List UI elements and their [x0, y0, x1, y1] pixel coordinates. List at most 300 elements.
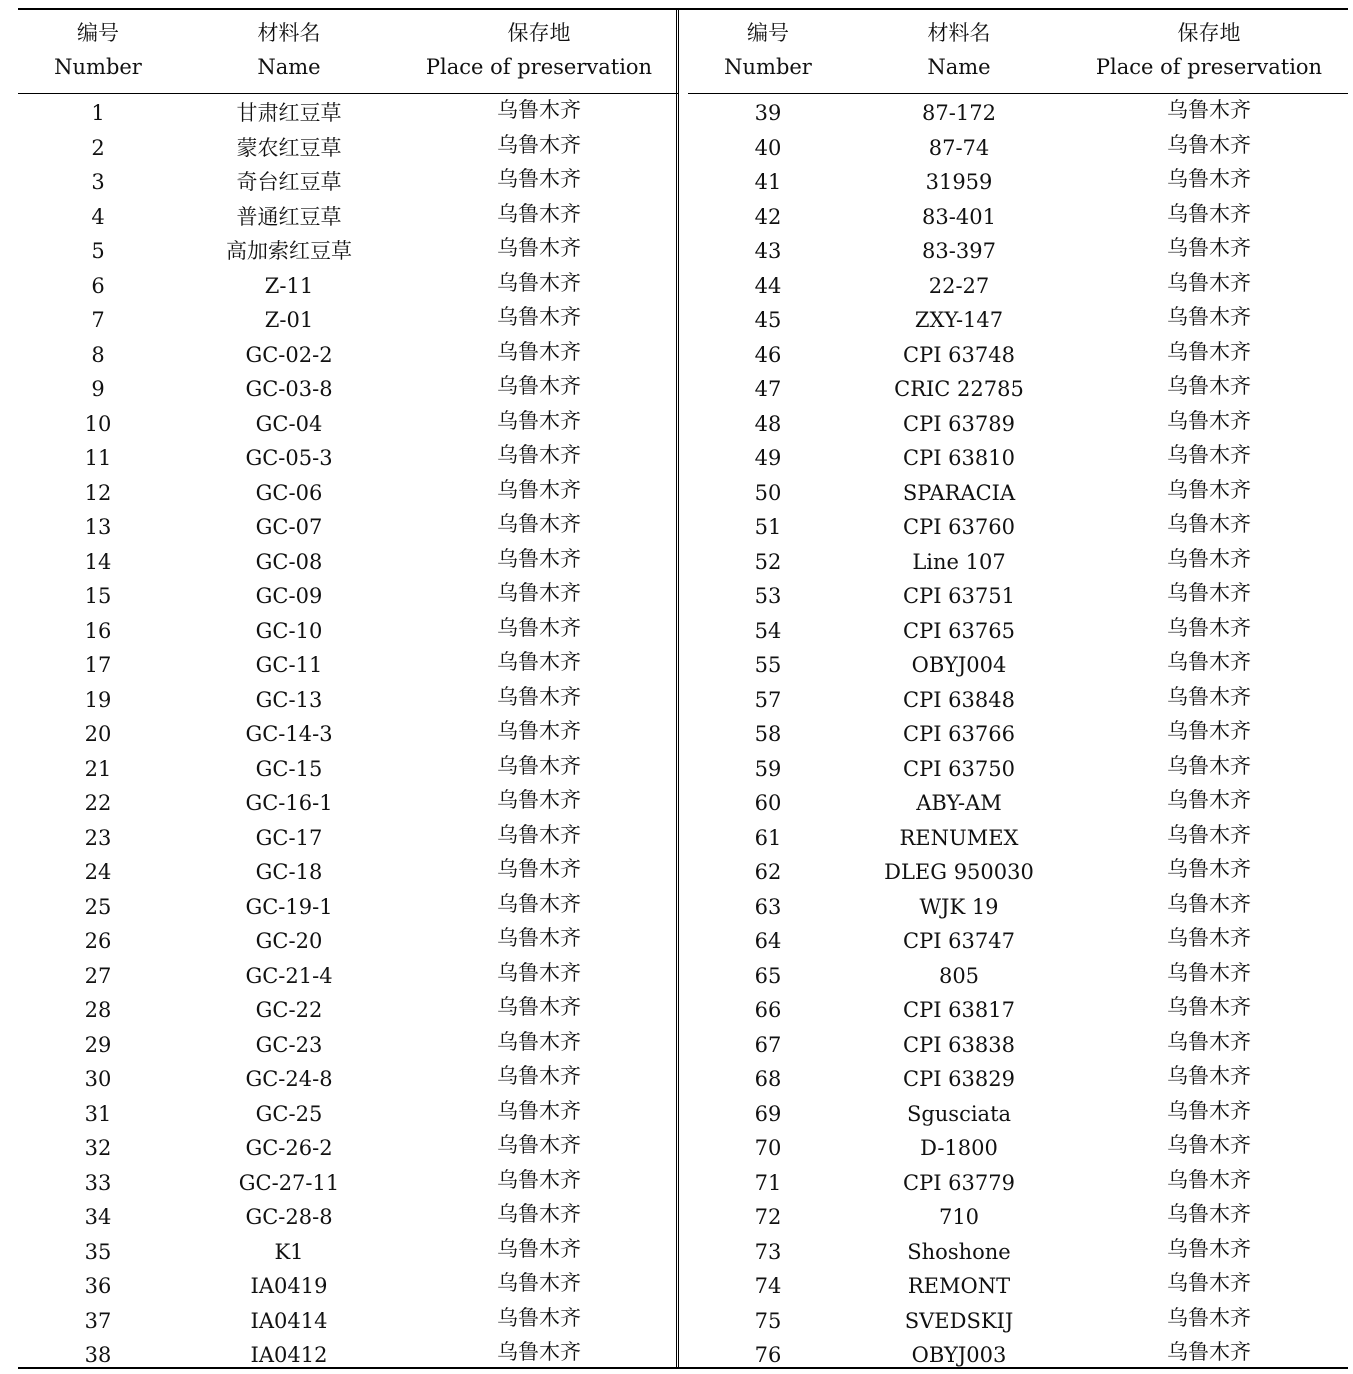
cell-place: 乌鲁木齐 [497, 822, 581, 847]
cell-name: 805 [938, 963, 980, 988]
cell-name: 奇台红豆草 [236, 170, 342, 194]
cell-number: 12 [84, 480, 112, 505]
cell-number: 52 [754, 549, 782, 574]
table-row [18, 129, 678, 164]
table-row [688, 474, 1348, 509]
header-place-cn: 保存地 [1177, 21, 1241, 45]
cell-name: GC-14-3 [245, 722, 333, 746]
cell-number: 22 [84, 791, 112, 815]
cell-place: 乌鲁木齐 [1167, 1305, 1251, 1330]
cell-name: 87-74 [928, 135, 990, 160]
cell-place: 乌鲁木齐 [497, 960, 581, 985]
cell-name: 普通红豆草 [236, 204, 342, 229]
cell-number: 6 [91, 273, 105, 298]
cell-name: Z-01 [264, 308, 314, 332]
cell-place: 乌鲁木齐 [497, 650, 581, 674]
table-row [18, 405, 678, 440]
cell-place: 乌鲁木齐 [1167, 615, 1251, 640]
cell-number: 40 [754, 135, 782, 160]
cell-name: Shoshone [907, 1239, 1011, 1264]
cell-name: 83-397 [922, 239, 996, 263]
cell-place: 乌鲁木齐 [497, 339, 581, 364]
cell-place: 乌鲁木齐 [1167, 684, 1251, 709]
cell-place: 乌鲁木齐 [497, 408, 581, 433]
cell-number: 10 [84, 411, 112, 436]
cell-place: 乌鲁木齐 [497, 1064, 581, 1088]
header-name-en: Name [257, 55, 321, 79]
cell-name: CPI 63789 [903, 411, 1015, 436]
table-row [688, 1129, 1348, 1164]
table-row [688, 1026, 1348, 1061]
cell-number: 70 [754, 1136, 782, 1160]
table-row [18, 94, 678, 129]
cell-number: 63 [754, 894, 782, 919]
table-row [688, 267, 1348, 302]
cell-number: 26 [84, 929, 112, 953]
table-row [18, 163, 678, 198]
cell-name: Z-11 [264, 273, 314, 298]
table-row [688, 784, 1348, 819]
table-row [688, 370, 1348, 405]
cell-number: 34 [84, 1205, 112, 1229]
table-row [688, 853, 1348, 888]
cell-name: GC-05-3 [245, 446, 333, 470]
cell-number: 9 [91, 377, 105, 401]
table-row [688, 232, 1348, 267]
cell-number: 3 [91, 170, 105, 194]
header-place-cn: 保存地 [507, 21, 571, 45]
cell-name: D-1800 [920, 1136, 998, 1160]
table-row [688, 1164, 1348, 1199]
header-place-en: Place of preservation [425, 55, 653, 79]
table-row [688, 888, 1348, 923]
cell-number: 45 [754, 308, 782, 332]
table-row [688, 715, 1348, 750]
cell-place: 乌鲁木齐 [1167, 512, 1251, 536]
table-row [18, 543, 678, 578]
header-name [178, 16, 400, 84]
cell-number: 13 [84, 515, 112, 539]
cell-number: 39 [754, 101, 782, 125]
table-row [688, 336, 1348, 371]
cell-place: 乌鲁木齐 [1167, 408, 1251, 433]
cell-number: 75 [754, 1308, 782, 1333]
cell-place: 乌鲁木齐 [497, 684, 581, 709]
cell-number: 69 [754, 1101, 782, 1126]
table-row [18, 750, 678, 785]
cell-place: 乌鲁木齐 [497, 132, 581, 157]
table-row [688, 405, 1348, 440]
cell-place: 乌鲁木齐 [497, 443, 581, 467]
table-row [688, 129, 1348, 164]
cell-number: 47 [754, 377, 782, 401]
cell-number: 33 [84, 1170, 112, 1195]
cell-number: 4 [91, 204, 105, 229]
cell-name: CPI 63766 [903, 722, 1015, 746]
cell-number: 11 [84, 446, 112, 470]
table-row [688, 543, 1348, 578]
table-row [18, 370, 678, 405]
table-row [18, 232, 678, 267]
table-row [18, 957, 678, 992]
cell-number: 41 [754, 170, 782, 194]
cell-number: 60 [754, 791, 782, 815]
cell-number: 24 [84, 860, 112, 884]
cell-place: 乌鲁木齐 [1167, 167, 1251, 191]
table-row [688, 94, 1348, 129]
cell-name: OBYJ004 [911, 653, 1007, 677]
cell-number: 58 [754, 722, 782, 746]
cell-place: 乌鲁木齐 [1167, 581, 1251, 605]
cell-name: GC-24-8 [245, 1067, 333, 1091]
cell-name: GC-11 [255, 653, 323, 677]
cell-place: 乌鲁木齐 [1167, 891, 1251, 916]
cell-name: CPI 63765 [903, 618, 1015, 643]
cell-number: 72 [754, 1205, 782, 1229]
table-row [18, 474, 678, 509]
header-number [688, 16, 848, 84]
cell-number: 50 [754, 480, 782, 505]
cell-number: 30 [84, 1067, 112, 1091]
cell-number: 21 [84, 756, 112, 781]
cell-name: GC-22 [255, 998, 323, 1022]
table-row [18, 1164, 678, 1199]
cell-name: GC-19-1 [245, 894, 333, 919]
cell-number: 38 [84, 1343, 112, 1367]
table-row [18, 922, 678, 957]
cell-name: 22-27 [928, 273, 990, 298]
cell-number: 71 [754, 1170, 782, 1195]
cell-number: 64 [754, 929, 782, 953]
cell-name: K1 [274, 1239, 304, 1264]
cell-name: GC-06 [255, 480, 323, 505]
cell-number: 48 [754, 411, 782, 436]
header-number-en: Number [724, 55, 812, 79]
cell-name: GC-25 [255, 1101, 323, 1126]
cell-number: 31 [84, 1101, 112, 1126]
table-row [688, 1233, 1348, 1268]
table-bottom-rule [18, 1367, 1348, 1369]
cell-name: DLEG 950030 [884, 860, 1034, 884]
header-number-cn: 编号 [747, 21, 789, 45]
cell-name: GC-07 [255, 515, 323, 539]
cell-place: 乌鲁木齐 [1167, 270, 1251, 295]
cell-name: 高加索红豆草 [226, 239, 352, 263]
cell-place: 乌鲁木齐 [1167, 305, 1251, 329]
cell-place: 乌鲁木齐 [497, 1133, 581, 1157]
cell-place: 乌鲁木齐 [497, 305, 581, 329]
cell-place: 乌鲁木齐 [1167, 443, 1251, 467]
header-number-en: Number [54, 55, 142, 79]
cell-name: OBYJ003 [911, 1343, 1007, 1367]
table-row [18, 1198, 678, 1233]
table-row [18, 301, 678, 336]
table-row [18, 1233, 678, 1268]
cell-place: 乌鲁木齐 [497, 1340, 581, 1364]
header-name-en: Name [927, 55, 991, 79]
cell-place: 乌鲁木齐 [1167, 1098, 1251, 1123]
cell-number: 35 [84, 1239, 112, 1264]
cell-number: 17 [84, 653, 112, 677]
cell-place: 乌鲁木齐 [497, 201, 581, 226]
cell-number: 23 [84, 825, 112, 850]
cell-number: 73 [754, 1239, 782, 1264]
cell-number: 28 [84, 998, 112, 1022]
table-row [18, 577, 678, 612]
table-row [18, 1026, 678, 1061]
cell-number: 15 [84, 584, 112, 608]
header-name [848, 16, 1070, 84]
cell-number: 42 [754, 204, 782, 229]
cell-number: 43 [754, 239, 782, 263]
cell-number: 51 [754, 515, 782, 539]
cell-name: GC-13 [255, 687, 323, 712]
cell-number: 29 [84, 1032, 112, 1057]
cell-place: 乌鲁木齐 [497, 615, 581, 640]
cell-number: 8 [91, 342, 105, 367]
cell-name: GC-17 [255, 825, 323, 850]
table-row [688, 301, 1348, 336]
cell-place: 乌鲁木齐 [1167, 477, 1251, 502]
cell-number: 53 [754, 584, 782, 608]
cell-name: GC-15 [255, 756, 323, 781]
table-row [18, 508, 678, 543]
cell-name: GC-28-8 [245, 1205, 333, 1229]
table-row [18, 1095, 678, 1130]
cell-name: 蒙农红豆草 [236, 135, 342, 160]
header-name-cn: 材料名 [257, 21, 321, 45]
cell-place: 乌鲁木齐 [497, 477, 581, 502]
table-row [18, 439, 678, 474]
cell-place: 乌鲁木齐 [1167, 822, 1251, 847]
table-row [688, 508, 1348, 543]
cell-number: 49 [754, 446, 782, 470]
cell-place: 乌鲁木齐 [497, 98, 581, 122]
cell-place: 乌鲁木齐 [497, 270, 581, 295]
header-number-cn: 编号 [77, 21, 119, 45]
table-row [688, 1336, 1348, 1371]
cell-place: 乌鲁木齐 [1167, 650, 1251, 674]
cell-place: 乌鲁木齐 [497, 1202, 581, 1226]
cell-name: GC-10 [255, 618, 323, 643]
table-row [18, 1267, 678, 1302]
cell-name: GC-16-1 [245, 791, 333, 815]
cell-name: GC-23 [255, 1032, 323, 1057]
header-place [1070, 16, 1348, 84]
table-row [18, 819, 678, 854]
table-row [688, 819, 1348, 854]
cell-name: 87-172 [922, 101, 996, 125]
cell-place: 乌鲁木齐 [1167, 719, 1251, 743]
cell-place: 乌鲁木齐 [497, 546, 581, 571]
header-place-en: Place of preservation [1095, 55, 1323, 79]
table-row [688, 163, 1348, 198]
cell-name: GC-20 [255, 929, 323, 953]
cell-number: 46 [754, 342, 782, 367]
table-row [688, 646, 1348, 681]
cell-name: GC-03-8 [245, 377, 333, 401]
cell-name: GC-26-2 [245, 1136, 333, 1160]
cell-name: CPI 63810 [903, 446, 1015, 470]
cell-number: 36 [84, 1274, 112, 1298]
cell-place: 乌鲁木齐 [497, 719, 581, 743]
table-row [688, 750, 1348, 785]
cell-number: 2 [91, 135, 105, 160]
cell-number: 16 [84, 618, 112, 643]
cell-number: 32 [84, 1136, 112, 1160]
table-row [18, 336, 678, 371]
cell-place: 乌鲁木齐 [1167, 857, 1251, 881]
cell-name: CPI 63779 [903, 1170, 1015, 1195]
table-row [688, 991, 1348, 1026]
cell-number: 65 [754, 963, 782, 988]
table-row [18, 1336, 678, 1371]
cell-place: 乌鲁木齐 [1167, 753, 1251, 778]
table-row [18, 1129, 678, 1164]
table-row [18, 267, 678, 302]
table-row [18, 715, 678, 750]
cell-number: 68 [754, 1067, 782, 1091]
table-row [688, 1302, 1348, 1337]
cell-number: 62 [754, 860, 782, 884]
cell-place: 乌鲁木齐 [1167, 236, 1251, 260]
cell-place: 乌鲁木齐 [1167, 995, 1251, 1019]
cell-place: 乌鲁木齐 [1167, 201, 1251, 226]
table-row [18, 198, 678, 233]
cell-name: 31959 [925, 170, 993, 194]
cell-place: 乌鲁木齐 [1167, 98, 1251, 122]
cell-place: 乌鲁木齐 [497, 236, 581, 260]
table-row [18, 991, 678, 1026]
cell-number: 57 [754, 687, 782, 712]
table-row [688, 439, 1348, 474]
cell-name: WJK 19 [919, 894, 999, 919]
cell-number: 55 [754, 653, 782, 677]
cell-name: GC-21-4 [245, 963, 333, 988]
cell-number: 20 [84, 722, 112, 746]
cell-place: 乌鲁木齐 [1167, 1029, 1251, 1054]
cell-place: 乌鲁木齐 [1167, 339, 1251, 364]
cell-number: 67 [754, 1032, 782, 1057]
table-row [688, 1095, 1348, 1130]
cell-place: 乌鲁木齐 [497, 926, 581, 950]
cell-name: 710 [938, 1205, 980, 1229]
cell-number: 1 [91, 101, 105, 125]
cell-place: 乌鲁木齐 [1167, 1167, 1251, 1192]
cell-name: IA0419 [250, 1274, 328, 1298]
cell-name: 83-401 [922, 204, 996, 229]
cell-place: 乌鲁木齐 [497, 512, 581, 536]
cell-name: RENUMEX [899, 825, 1019, 850]
cell-place: 乌鲁木齐 [497, 788, 581, 812]
cell-place: 乌鲁木齐 [1167, 1236, 1251, 1261]
cell-name: GC-04 [255, 411, 323, 436]
table-row [688, 612, 1348, 647]
cell-name: CPI 63848 [903, 687, 1015, 712]
cell-number: 37 [84, 1308, 112, 1333]
cell-name: CPI 63817 [903, 998, 1015, 1022]
cell-place: 乌鲁木齐 [1167, 788, 1251, 812]
cell-name: CPI 63750 [903, 756, 1015, 781]
cell-place: 乌鲁木齐 [497, 167, 581, 191]
cell-name: CPI 63838 [903, 1032, 1015, 1057]
cell-number: 19 [84, 687, 112, 712]
cell-number: 74 [754, 1274, 782, 1298]
cell-place: 乌鲁木齐 [497, 1236, 581, 1261]
cell-name: CPI 63751 [903, 584, 1015, 608]
cell-number: 44 [754, 273, 782, 298]
table-row [688, 577, 1348, 612]
table-row [18, 888, 678, 923]
cell-place: 乌鲁木齐 [1167, 960, 1251, 985]
cell-name: CPI 63747 [903, 929, 1015, 953]
table-row [18, 853, 678, 888]
cell-name: CPI 63748 [903, 342, 1015, 367]
cell-name: Sgusciata [906, 1101, 1012, 1126]
cell-place: 乌鲁木齐 [497, 891, 581, 916]
cell-number: 25 [84, 894, 112, 919]
cell-place: 乌鲁木齐 [1167, 1340, 1251, 1364]
cell-number: 61 [754, 825, 782, 850]
cell-name: IA0412 [250, 1343, 328, 1367]
cell-name: SPARACIA [902, 480, 1016, 505]
cell-name: GC-02-2 [245, 342, 333, 367]
cell-name: GC-08 [255, 549, 323, 574]
cell-name: IA0414 [250, 1308, 328, 1333]
table-row [688, 1267, 1348, 1302]
cell-name: CPI 63829 [903, 1067, 1015, 1091]
cell-name: ABY-AM [916, 791, 1002, 815]
cell-name: REMONT [907, 1274, 1011, 1298]
cell-number: 66 [754, 998, 782, 1022]
table-row [18, 612, 678, 647]
cell-place: 乌鲁木齐 [1167, 546, 1251, 571]
cell-number: 7 [91, 308, 105, 332]
cell-number: 54 [754, 618, 782, 643]
cell-place: 乌鲁木齐 [497, 1098, 581, 1123]
table-row [688, 957, 1348, 992]
cell-place: 乌鲁木齐 [1167, 1064, 1251, 1088]
table-row [688, 1198, 1348, 1233]
cell-name: GC-09 [255, 584, 323, 608]
cell-number: 59 [754, 756, 782, 781]
cell-name: CRIC 22785 [894, 377, 1024, 401]
cell-place: 乌鲁木齐 [1167, 926, 1251, 950]
cell-name: SVEDSKIJ [904, 1308, 1014, 1333]
header-place [400, 16, 678, 84]
cell-number: 14 [84, 549, 112, 574]
cell-place: 乌鲁木齐 [1167, 1271, 1251, 1295]
table-row [688, 922, 1348, 957]
cell-place: 乌鲁木齐 [1167, 1133, 1251, 1157]
cell-place: 乌鲁木齐 [1167, 1202, 1251, 1226]
header-number [18, 16, 178, 84]
cell-place: 乌鲁木齐 [497, 857, 581, 881]
table-row [18, 681, 678, 716]
cell-place: 乌鲁木齐 [497, 753, 581, 778]
cell-place: 乌鲁木齐 [497, 374, 581, 398]
cell-name: GC-18 [255, 860, 323, 884]
cell-name: 甘肃红豆草 [236, 101, 342, 125]
cell-place: 乌鲁木齐 [497, 1305, 581, 1330]
table-row [688, 198, 1348, 233]
cell-place: 乌鲁木齐 [497, 1029, 581, 1054]
table-row [18, 784, 678, 819]
cell-number: 27 [84, 963, 112, 988]
cell-name: GC-27-11 [238, 1170, 340, 1195]
cell-place: 乌鲁木齐 [497, 1167, 581, 1192]
cell-place: 乌鲁木齐 [497, 581, 581, 605]
